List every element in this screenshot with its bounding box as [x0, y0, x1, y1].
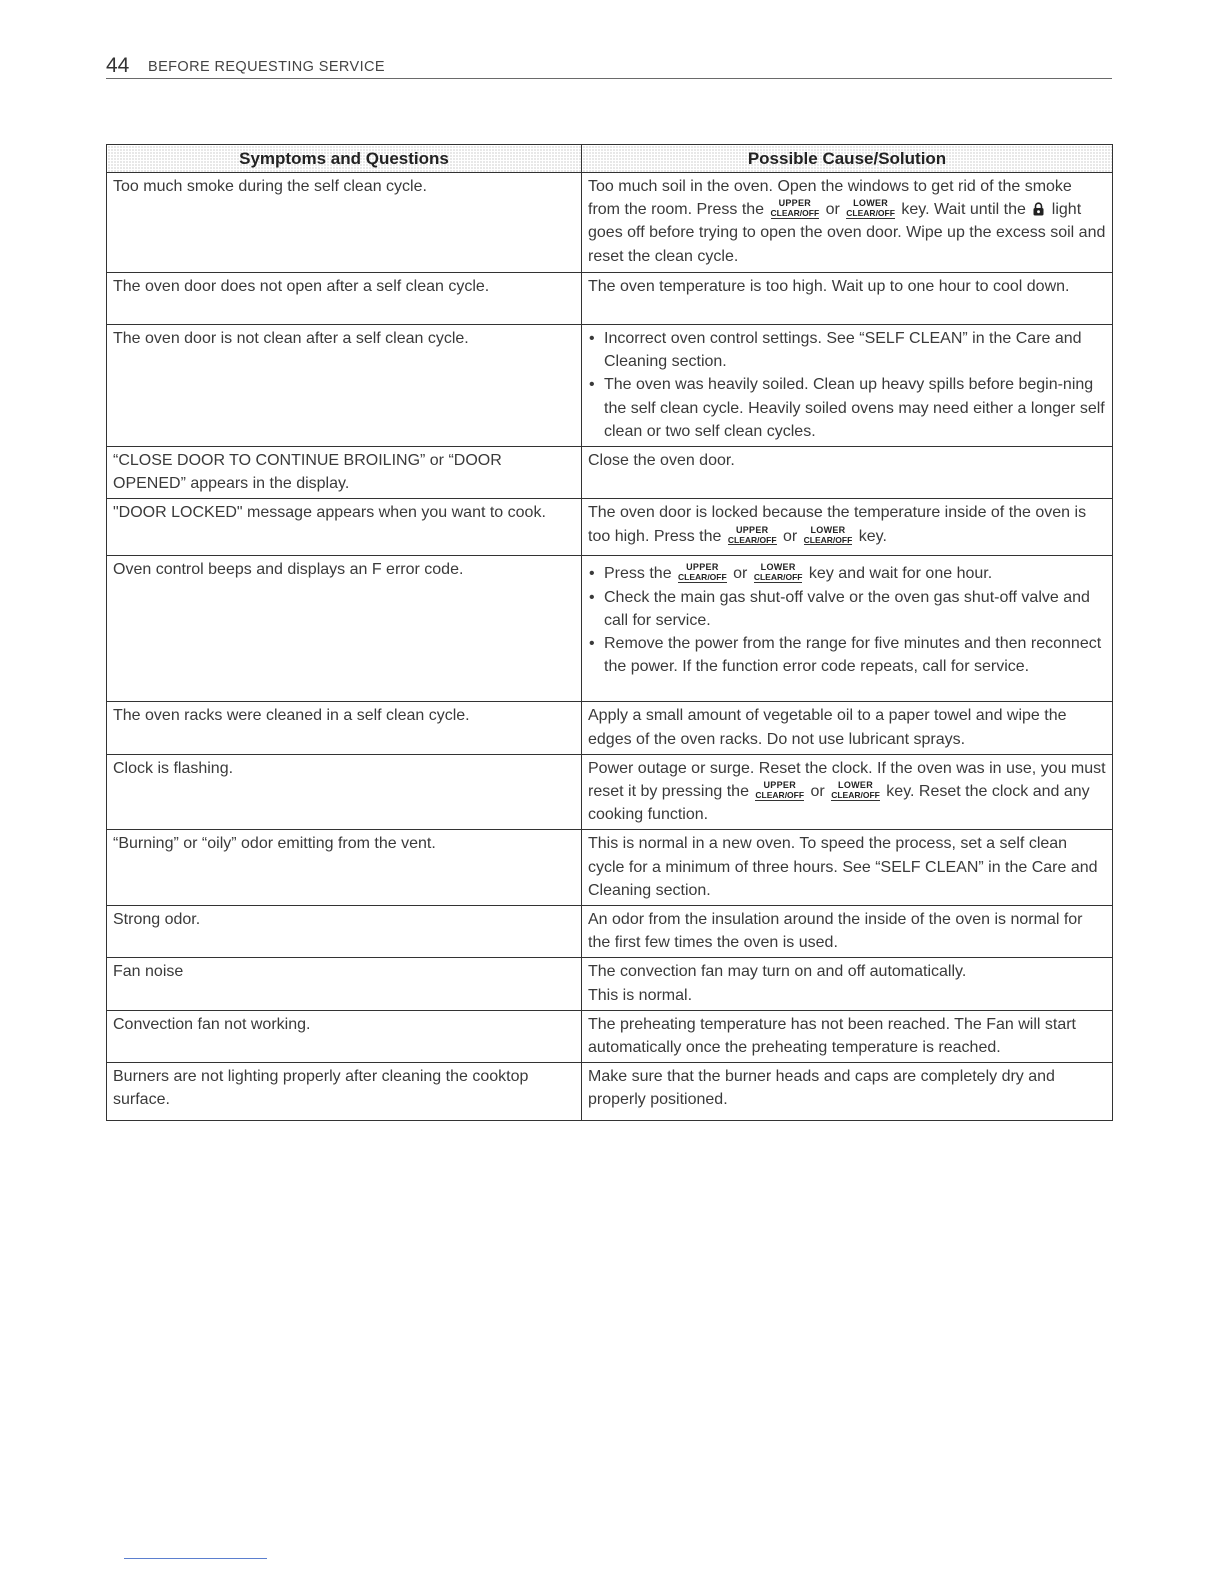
table-row: [107, 173, 1113, 273]
table-row: [107, 830, 1113, 906]
solution-text: key.: [858, 527, 887, 545]
upper-clear-off-key: [755, 781, 804, 801]
table-header-row: [107, 145, 1113, 173]
key-label-lower: LOWER: [838, 780, 874, 791]
key-label-lower: LOWER: [853, 198, 889, 209]
key-label-clear-off: CLEAR/OFF: [831, 790, 880, 801]
table-row: [107, 325, 1113, 447]
table-row: [107, 1010, 1113, 1062]
solution-line: The convection fan may turn on and off automatically.: [588, 963, 967, 981]
solution-cell: An odor from the insulation around the inside of the oven is normal for the first few times the oven is used.: [582, 906, 1113, 958]
solution-cell: [582, 754, 1113, 830]
key-label-upper: UPPER: [763, 780, 796, 791]
solution-text: Press the: [604, 565, 672, 583]
symptom-cell: “CLOSE DOOR TO CONTINUE BROILING” or “DOOR OPENED” appears in the display.: [107, 447, 582, 499]
solution-cell: [582, 556, 1113, 702]
solution-cell: Make sure that the burner heads and caps are completely dry and properly positioned.: [582, 1063, 1113, 1121]
troubleshooting-table: [106, 144, 1113, 1121]
solution-cell: Close the oven door.: [582, 447, 1113, 499]
solution-text: key. Wait until the: [901, 201, 1026, 219]
key-label-lower: LOWER: [760, 562, 796, 573]
symptom-cell: Strong odor.: [107, 906, 582, 958]
key-label-clear-off: CLEAR/OFF: [678, 572, 727, 583]
column-header-solution: Possible Cause/Solution: [582, 145, 1113, 173]
solution-cell: This is normal in a new oven. To speed the process, set a self clean cycle for a minimum of three hours. See “SELF CLEAN” in the Care and Cleaning section.: [582, 830, 1113, 906]
solution-line: This is normal.: [588, 986, 693, 1004]
or-text: or: [810, 783, 825, 801]
symptom-cell: "DOOR LOCKED" message appears when you want to cook.: [107, 499, 582, 556]
table-row: [107, 1063, 1113, 1121]
solution-cell: Apply a small amount of vegetable oil to a paper towel and wipe the edges of the oven racks. Do not use lubricant sprays.: [582, 702, 1113, 754]
section-title: BEFORE REQUESTING SERVICE: [148, 59, 385, 75]
table-row: [107, 906, 1113, 958]
table-row: [107, 499, 1113, 556]
solution-text: key. Reset the clock and any cooking function.: [588, 783, 1090, 824]
upper-clear-off-key: [728, 526, 777, 546]
symptom-cell: The oven racks were cleaned in a self clean cycle.: [107, 702, 582, 754]
table-row: [107, 273, 1113, 325]
table-row: [107, 958, 1113, 1010]
key-label-clear-off: CLEAR/OFF: [753, 572, 803, 583]
solution-cell: [582, 173, 1113, 273]
key-label-upper: UPPER: [778, 198, 812, 209]
solution-text: Too much soil in the oven. Open the windows to get rid of the smoke from the room. Press the: [588, 178, 1072, 219]
table-row: [107, 754, 1113, 830]
symptom-cell: Convection fan not working.: [107, 1010, 582, 1062]
symptom-cell: Fan noise: [107, 958, 582, 1010]
solution-cell: The oven temperature is too high. Wait up to one hour to cool down.: [582, 273, 1113, 325]
or-text: or: [825, 201, 840, 219]
list-item: • Check the main gas shut-off valve or the oven gas shut-off valve and call for service.: [588, 586, 1106, 632]
symptom-cell: The oven door is not clean after a self clean cycle.: [107, 325, 582, 447]
symptom-cell: Burners are not lighting properly after cleaning the cooktop surface.: [107, 1063, 582, 1121]
solution-cell: [582, 958, 1113, 1010]
key-label-clear-off: CLEAR/OFF: [803, 534, 853, 545]
upper-clear-off-key: [771, 199, 820, 219]
solution-text: The oven door is locked because the temperature inside of the oven is too high. Press the: [588, 504, 1087, 545]
list-item: • The oven was heavily soiled. Clean up heavy spills before begin-ning the self clean cycle. Heavily soiled ovens may need either a longer self clean or two self clean cycles.: [588, 373, 1106, 443]
list-item: • Remove the power from the range for five minutes and then reconnect the power. If the function error code repeats, call for service.: [588, 632, 1106, 678]
or-text: or: [782, 527, 798, 545]
solution-bullet-list: [588, 558, 1106, 678]
footer-divider: [124, 1558, 267, 1559]
lock-icon: [1032, 202, 1045, 216]
key-label-clear-off: CLEAR/OFF: [755, 790, 805, 801]
lower-clear-off-key: [754, 563, 803, 583]
solution-bullet-list: [588, 327, 1106, 443]
page-header: [106, 52, 1112, 79]
solution-text: key and wait for one hour.: [808, 565, 993, 583]
symptom-cell: Clock is flashing.: [107, 754, 582, 830]
symptom-cell: Too much smoke during the self clean cycle.: [107, 173, 582, 273]
table-row: [107, 702, 1113, 754]
key-label-clear-off: CLEAR/OFF: [770, 208, 820, 219]
key-label-lower: LOWER: [810, 524, 846, 535]
solution-text: Power outage or surge. Reset the clock. If the oven was in use, you must reset it by pressing the: [588, 759, 1106, 801]
list-item: • Incorrect oven control settings. See “SELF CLEAN” in the Care and Cleaning section.: [588, 327, 1106, 373]
solution-text: light goes off before trying to open the oven door. Wipe up the excess soil and reset the clean cycle.: [588, 201, 1106, 265]
or-text: or: [733, 565, 748, 583]
solution-cell: [582, 499, 1113, 556]
key-label-clear-off: CLEAR/OFF: [846, 208, 895, 219]
lower-clear-off-key: [804, 526, 853, 546]
key-label-clear-off: CLEAR/OFF: [727, 534, 777, 545]
lower-clear-off-key: [831, 781, 880, 801]
list-item: [588, 562, 1106, 585]
lower-clear-off-key: [846, 199, 895, 219]
upper-clear-off-key: [678, 563, 727, 583]
key-label-upper: UPPER: [735, 524, 769, 535]
symptom-cell: Oven control beeps and displays an F error code.: [107, 556, 582, 702]
table-row: [107, 447, 1113, 499]
key-label-upper: UPPER: [686, 562, 719, 573]
symptom-cell: The oven door does not open after a self clean cycle.: [107, 273, 582, 325]
solution-cell: The preheating temperature has not been reached. The Fan will start automatically once the preheating temperature is reached.: [582, 1010, 1113, 1062]
symptom-cell: “Burning” or “oily” odor emitting from the vent.: [107, 830, 582, 906]
page-number: 44: [106, 54, 130, 77]
table-row: [107, 556, 1113, 702]
column-header-symptoms: Symptoms and Questions: [107, 145, 582, 173]
solution-cell: [582, 325, 1113, 447]
